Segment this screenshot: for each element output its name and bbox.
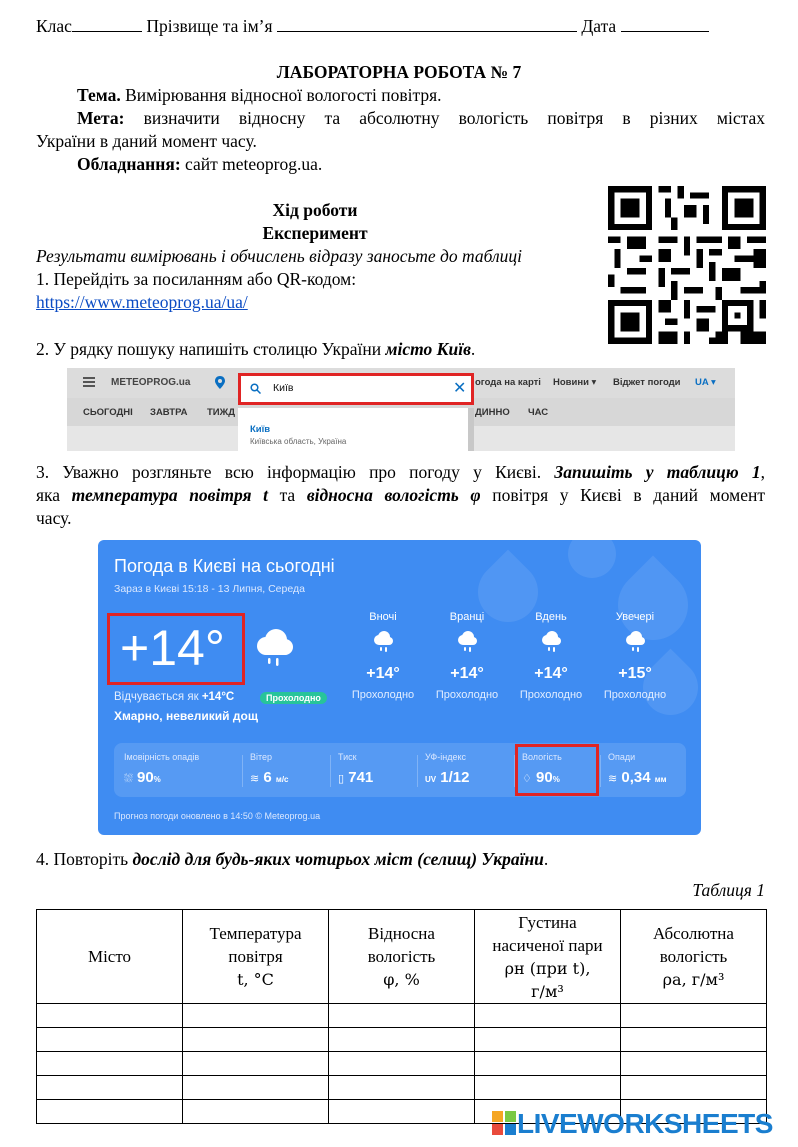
topic-line [77, 84, 442, 106]
table-header-row [37, 910, 767, 1004]
step3-emphasis-2: температура повітря t [71, 485, 268, 505]
qr-code[interactable] [608, 186, 766, 344]
step2-emphasis: місто Київ [385, 339, 471, 359]
note-text: Результати вимірювань і обчислень відразу заносьте до таблиці [36, 246, 522, 266]
stat-humidity: Вологість ♢ 90% [522, 752, 562, 786]
stat-precipitation: Опади ≋ 0,34 мм [608, 752, 667, 786]
header-saturated-vapor-density: Густина насиченої пари ρн (при t), г/м³ [475, 910, 621, 1004]
experiment-title: Експеримент [262, 223, 368, 243]
rain-cloud-icon [540, 630, 562, 654]
menu-icon[interactable] [83, 377, 95, 379]
table-row [37, 1028, 767, 1052]
table-row [37, 1052, 767, 1076]
results-table [36, 909, 767, 1124]
goal-text-2: України в даний момент часу. [36, 131, 257, 151]
language-select[interactable]: UA ▾ [695, 377, 716, 388]
class-field[interactable] [72, 16, 142, 32]
equipment-line [77, 153, 322, 175]
rain-cloud-icon [372, 630, 394, 654]
stat-pressure: Тиск ▯ 741 [338, 752, 374, 786]
equipment-label: Обладнання: [77, 154, 181, 174]
temperature-highlight [107, 613, 245, 685]
liveworksheets-icon [491, 1110, 517, 1136]
rain-cloud-icon [624, 630, 646, 654]
stat-wind: Вітер ≋ 6 м/с [250, 752, 289, 786]
header-line [36, 15, 709, 37]
topic-label: Тема. [77, 85, 121, 105]
search-suggestions [238, 408, 474, 451]
city-search-box[interactable] [238, 373, 474, 405]
weather-subtitle: Зараз в Києві 15:18 - 13 Липня, Середа [114, 583, 305, 595]
name-label: Прізвище та ім’я [146, 16, 273, 36]
nav-map[interactable]: огода на карті [475, 377, 541, 388]
step3-emphasis-1: Запишіть у таблицю 1 [554, 462, 761, 482]
page-title: ЛАБОРАТОРНА РОБОТА № 7 [276, 62, 522, 82]
clear-icon[interactable]: ✕ [453, 380, 467, 397]
goal-line-1 [77, 107, 765, 129]
goal-text-1: визначити відносну та абсолютну вологість повітря в різних містах [124, 108, 765, 128]
suggestion-kyiv[interactable]: Київ [250, 424, 271, 435]
humidity-highlight [515, 744, 599, 796]
table-row [37, 1004, 767, 1028]
nav-news[interactable]: Новини ▾ [553, 377, 597, 388]
date-field[interactable] [621, 16, 709, 32]
tab-week[interactable]: ТИЖД [207, 407, 235, 418]
step2-text: 2. У рядку пошуку напишіть столицю України [36, 339, 386, 359]
meteoprog-link[interactable]: https://www.meteoprog.ua/ua/ [36, 292, 248, 312]
table-row [37, 1076, 767, 1100]
rain-cloud-icon [456, 630, 478, 654]
header-absolute-humidity: Абсолютна вологість ρa, г/м³ [621, 910, 767, 1004]
search-icon [250, 383, 261, 394]
step1-text: 1. Перейдіть за посиланням або QR-кодом: [36, 269, 357, 289]
stat-precip-probability: Імовірність опадів ⛆ 90% [124, 752, 200, 786]
stat-uv: УФ-індекс UV 1/12 [425, 752, 470, 786]
humidity-drop-icon: ♢ [522, 773, 532, 785]
class-label: Клас [36, 16, 72, 36]
weather-footer: Прогноз погоди оновлено в 14:50 © Meteoprog.ua [114, 811, 321, 821]
current-temperature: +14° [120, 620, 225, 676]
feels-like: Відчувається як +14°C [114, 691, 235, 703]
search-screenshot [67, 368, 735, 451]
rain-cloud-icon [252, 626, 296, 670]
wind-icon: ≋ [250, 773, 260, 785]
tab-tomorrow[interactable]: ЗАВТРА [150, 407, 188, 418]
step2-end: . [470, 339, 476, 359]
weather-condition: Хмарно, невеликий дощ [114, 709, 258, 723]
suggestion-region: Київська область, Україна [250, 437, 347, 446]
step2-line [36, 338, 475, 360]
table-caption: Таблиця 1 [692, 880, 765, 900]
weather-title: Погода в Києві на сьогодні [114, 556, 335, 576]
weather-stats [114, 743, 686, 797]
goal-label: Мета: [77, 108, 125, 128]
weather-widget: Погода в Києві на сьогодні Зараз в Києві 15:18 - 13 Липня, Середа +14° Відчувається як +14°C Прохолодно Хмарно, невеликий дощ Вночі +14° Прохолодно Вранці +14° Прохолодно Вдень +14° Прохолодно Увечері +15° Прохолодно Імовірність опадів ⛆ 90% Вітер ≋ 6 м/с Тиск ▯ 741 УФ-індекс UV 1/12 Вологість ♢ 90% Опади ≋ 0,34 мм Прогноз погоди оновлено в 14:50 © Meteoprog.ua [98, 540, 701, 835]
tab-hourly[interactable]: ДИННО [475, 407, 510, 418]
step3-emphasis-3: відносна вологість φ [306, 485, 481, 505]
name-field[interactable] [277, 16, 577, 32]
site-logo[interactable]: METEOPROG.ua [111, 377, 191, 388]
search-input[interactable]: Київ [273, 382, 294, 394]
tab-hour[interactable]: ЧАС [528, 407, 549, 418]
step4-emphasis: дослід для будь-яких чотирьох міст (селищ) України [132, 849, 544, 869]
header-relative-humidity: Відносна вологість φ, % [329, 910, 475, 1004]
step3-line-1: 3. Уважно розгляньте всю інформацію про погоду у Києві. Запишіть у таблицю 1, [36, 462, 765, 482]
date-label: Дата [581, 16, 617, 36]
location-icon[interactable] [215, 376, 225, 389]
topic-text: Вимірювання відносної вологості повітря. [120, 85, 442, 105]
pressure-icon: ▯ [338, 773, 345, 785]
step3-line-3: часу. [36, 508, 72, 528]
rain-icon: ⛆ [124, 773, 133, 785]
tab-today[interactable]: СЬОГОДНІ [83, 407, 133, 418]
precip-icon: ≋ [608, 773, 618, 785]
step3-line-2: яка температура повітря t та відносна вологість φ повітря у Києві в даний момент [36, 485, 765, 505]
step4-line: 4. Повторіть дослід для будь-яких чотирьох міст (селищ) України. [36, 849, 549, 869]
header-city: Місто [37, 910, 183, 1004]
liveworksheets-logo: LIVEWORKSHEETS [491, 1107, 773, 1137]
step1-link-line [36, 291, 248, 313]
equipment-text: сайт meteoprog.ua. [180, 154, 323, 174]
procedure-title: Хід роботи [272, 200, 358, 220]
header-temperature: Температура повітря t, °C [183, 910, 329, 1004]
uv-icon: UV [425, 775, 437, 784]
nav-widget[interactable]: Віджет погоди [613, 377, 681, 388]
feels-badge: Прохолодно [260, 692, 327, 704]
